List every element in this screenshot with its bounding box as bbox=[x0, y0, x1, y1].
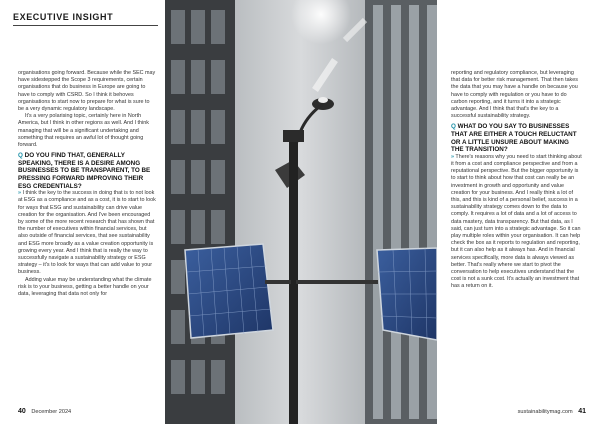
issue-date: December 2024 bbox=[31, 409, 72, 415]
left-solar-panel bbox=[185, 244, 273, 338]
section-header bbox=[13, 12, 163, 26]
question-marker: Q bbox=[18, 152, 23, 160]
question-marker: Q bbox=[451, 123, 456, 131]
left-page-footer bbox=[18, 408, 71, 415]
interview-answer bbox=[451, 154, 583, 291]
body-paragraph: Adding value may be understanding what the climate risk is to your business, getting a better handle on your data, leveraging that data not only for bbox=[18, 276, 152, 298]
right-text-column bbox=[451, 70, 583, 291]
page-number-left: 40 bbox=[18, 408, 26, 415]
section-title: EXECUTIVE INSIGHT bbox=[13, 12, 114, 22]
interview-question bbox=[451, 123, 583, 153]
answer-marker: » bbox=[18, 190, 21, 197]
website-link[interactable]: sustainabilitymag.com bbox=[517, 409, 573, 415]
body-paragraph: It's a very polarising topic, certainly here in North America, but I think in other regions as well. And I think managing that will be a significant undertaking and something that requires an awful lot of thought going forward. bbox=[18, 113, 149, 149]
photo-illustration bbox=[165, 0, 437, 424]
question-text: WHAT DO YOU SAY TO BUSINESSES THAT ARE EITHER A TOUCH RELUCTANT OR A LITTLE UNSURE ABOUT MAKING THE TRANSITION? bbox=[451, 123, 577, 154]
header-divider bbox=[13, 25, 158, 26]
question-text: DO YOU FIND THAT, GENERALLY SPEAKING, THERE IS A DESIRE AMONG BUSINESSES TO BE TRANSPARENT, TO BE PRESSING FORWARD IMPROVING THEIR ESG CREDENTIALS? bbox=[18, 152, 151, 190]
left-text-column bbox=[18, 70, 156, 298]
answer-marker: » bbox=[451, 153, 454, 160]
interview-question bbox=[18, 152, 156, 190]
answer-text: There's reasons why you need to start thinking about it from a cost and compliance perspective and from a reputational perspective. But the bigger opportunity is to start to think about how that cost can really be an investment in growth and opportunity and value creation for your business. And I really think a lot of this, and this is kind of a personal belief, success in a sustainability strategy comes down to the data to comply. It requires a lot of data and a lot of access to data mastery, data transparency. But that data, as I said, can just turn into a strategic advantage. So it can play multiple roles within your organisation. It can help check the box as it reports to regulation and reporting, but it can also help as it always has. And in financial services specifically, more data is always viewed as better. That's really where we start to pivot the conversation to help executives understand that the cost is not a sunk cost. It's actually an investment that has a return on it. bbox=[451, 153, 582, 290]
answer-text: I think the key to the success in doing that is to not look at ESG as a compliance and as a cost, it is to start to look for ways that ESG and sustainability can drive value creation for the organisation. And I've been encouraged by some of the more recent research that has shown that the number of executives within financial services, but also outside of financial services, that see sustainability and ESG more broadly as a value creation opportunity is growing every year. And I think that is really the way to successfully navigate a sustainability strategy or ESG strategy – it's to look for ways that can add value to your business. bbox=[18, 190, 156, 276]
interview-answer bbox=[18, 190, 156, 276]
body-paragraph: reporting and regulatory compliance, but leveraging that data for better risk management. That then takes the data that you may have a handle on because you have to comply with regulation or you have to do carbon reporting, and it turns it into a strategic advantage. And I think that that's the key to a successful sustainability strategy. bbox=[451, 70, 578, 120]
right-solar-panel bbox=[377, 248, 437, 340]
page-number-right: 41 bbox=[578, 408, 586, 415]
body-paragraph: organisations going forward. Because while the SEC may have sidestepped the Scope 3 requirements, certain organisations that do business in Europe are going to have to comply with CSRD. So I think it behoves organisations to start now to prepare for what is sure to be a very dynamic regulatory landscape. bbox=[18, 70, 156, 113]
street-lamp-solar-panel-photo bbox=[165, 0, 437, 424]
right-page-footer bbox=[518, 408, 586, 415]
